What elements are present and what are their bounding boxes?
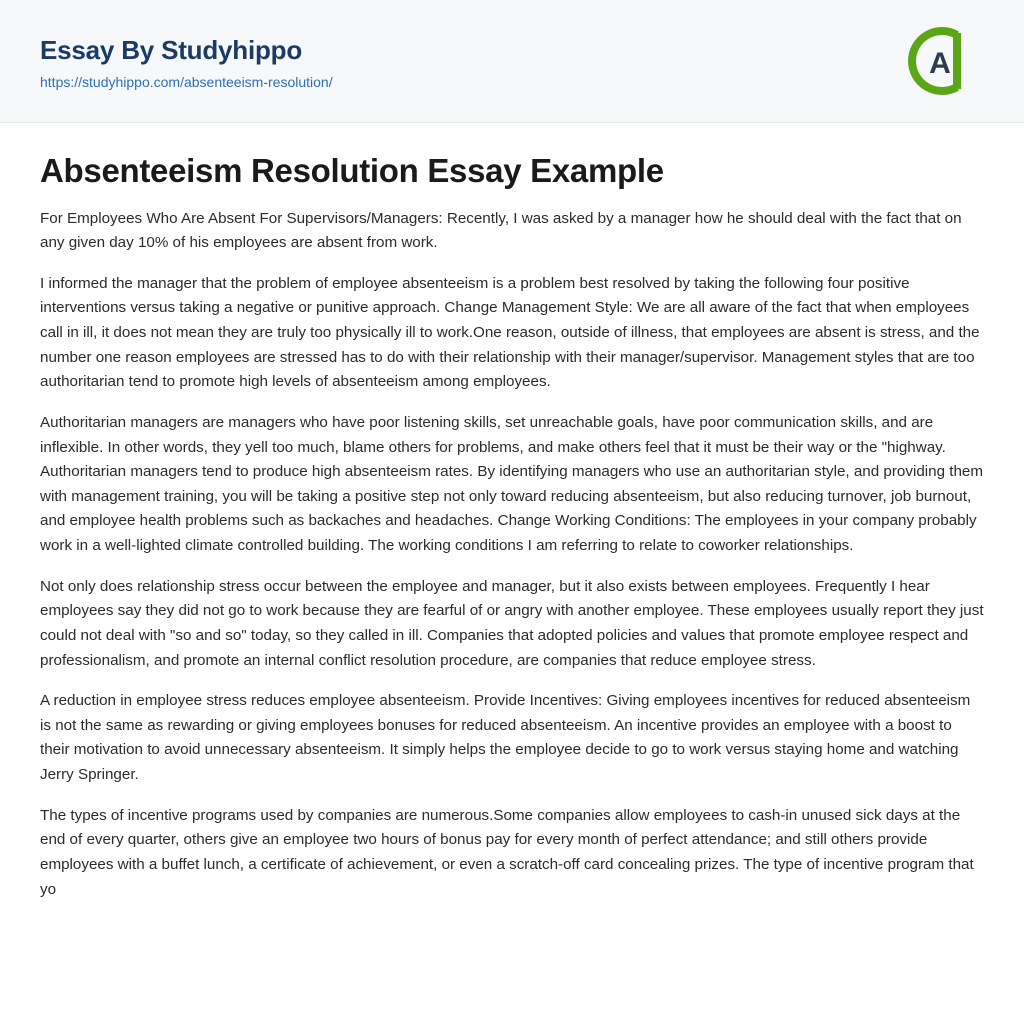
paragraph: Not only does relationship stress occur between the employee and manager, but it also exists between employees. Frequently I hear employees say they did not go to work because they are fearful of or angry with another employee. These employees usually report they just could not deal with "so and so" today, so they called in ill. Companies that adopted policies and values that promote employee respect and professionalism, and promote an internal conflict resolution procedure, are companies that reduce employee stress. xyxy=(40,577,984,669)
letter-a-circle-logo-icon xyxy=(902,23,978,99)
paragraph: Authoritarian managers are managers who have poor listening skills, set unreachable goals, have poor communication skills, and are inflexible. In other words, they yell too much, blame others for problems, and make others feel that it must be their way or the "highway. Authoritarian managers tend to produce high absenteeism rates. By identifying managers who use an authoritarian style, and providing them with management training, you will be taking a positive step not only toward reducing absenteeism, but also reducing turnover, job burnout, and employee health problems such as backaches and headaches. Change Working Conditions: The employees in your company probably work in a well-lighted climate controlled building. The working conditions I am referring to relate to coworker relationships. xyxy=(40,413,984,555)
brand-block xyxy=(40,33,333,89)
paragraph: A reduction in employee stress reduces employee absenteeism. Provide Incentives: Giving employees incentives for reduced absenteeism is not the same as rewarding or giving employees bonuses for reduced absenteeism. An incentive provides an employee with a boost to their motivation to avoid unnecessary absenteeism. It simply helps the employee decide to go to work versus staying home and watching Jerry Springer. xyxy=(40,692,971,784)
paragraph: The types of incentive programs used by companies are numerous.Some companies allow employees to cash-in unused sick days at the end of every quarter, others give an employee two hours of bonus pay for every month of perfect attendance; and still others provide employees with a buffet lunch, a certificate of achievement, or even a scratch-off card concealing prizes. The type of incentive program that yo xyxy=(40,806,974,898)
site-title: Essay By Studyhippo xyxy=(40,35,303,65)
article-body xyxy=(0,123,1024,902)
site-header xyxy=(0,0,1024,123)
svg-text:A: A xyxy=(929,47,951,80)
paragraph: For Employees Who Are Absent For Supervisors/Managers: Recently, I was asked by a manager how he should deal with the fact that on any given day 10% of his employees are absent from work. xyxy=(40,209,962,252)
source-url-link[interactable]: https://studyhippo.com/absenteeism-resolution/ xyxy=(40,74,333,90)
paragraph: I informed the manager that the problem of employee absenteeism is a problem best resolved by taking the following four positive interventions versus taking a negative or punitive approach. Change Management Style: We are all aware of the fact that when employees call in ill, it does not mean they are truly too physically ill to work.One reason, outside of illness, that employees are absent is stress, and the number one reason employees are stressed has to do with their relationship with their manager/supervisor. Management styles that are too authoritarian tend to promote high levels of absenteeism among employees. xyxy=(40,274,980,391)
page-title: Absenteeism Resolution Essay Example xyxy=(40,152,664,189)
